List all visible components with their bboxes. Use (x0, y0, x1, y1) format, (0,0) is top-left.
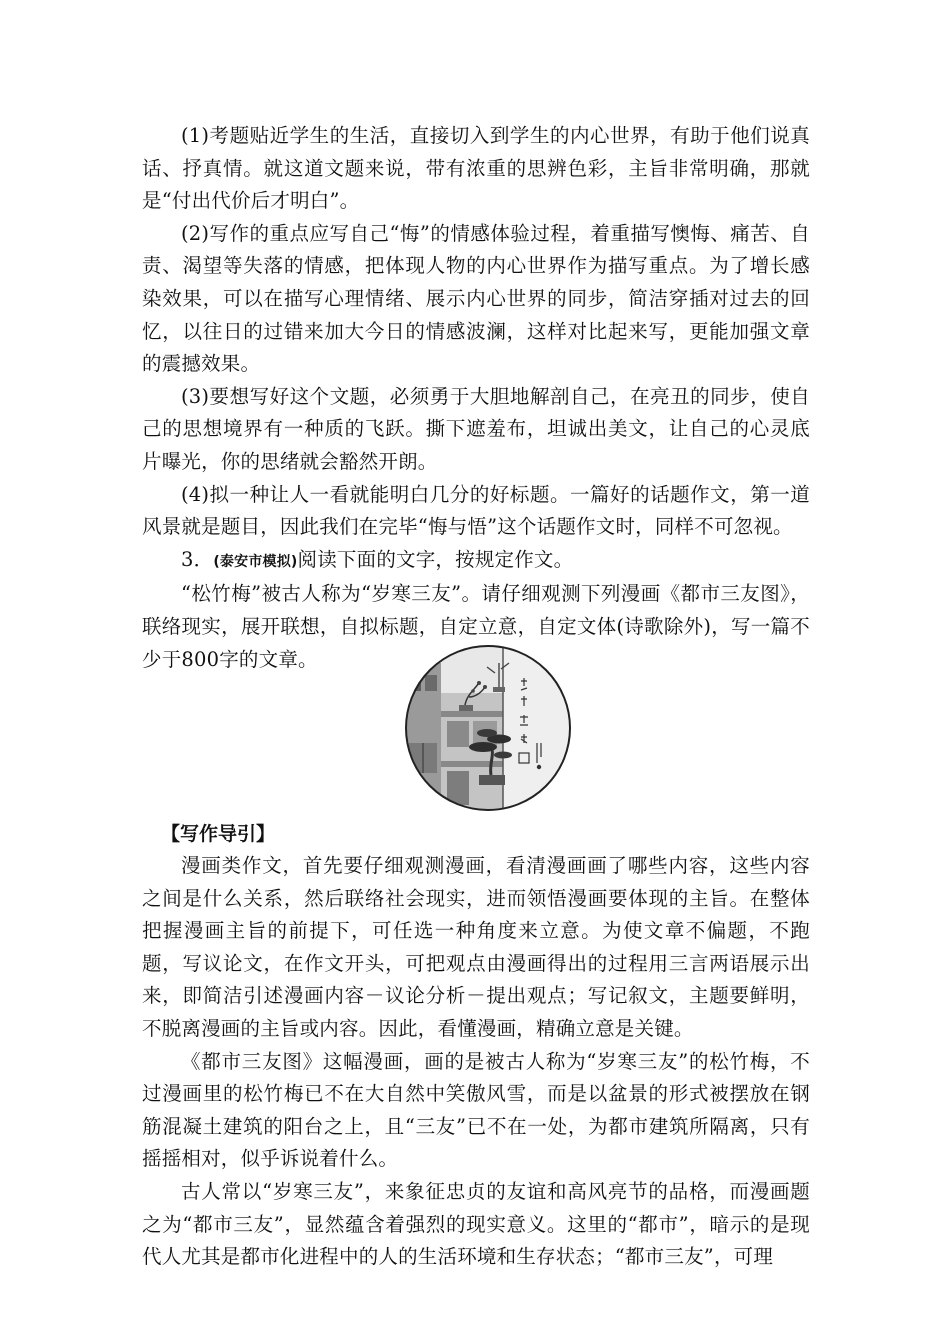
guide-paragraph-2: 《都市三友图》这幅漫画，画的是被古人称为“岁寒三友”的松竹梅，不过漫画里的松竹梅已不在大自然中笑傲风雪，而是以盆景的形式被摆放在钢筋混凝土建筑的阳台之上，且“三友”已不在一处，为都市建筑所隔离，只有摇摇相对，似乎诉说着什么。 (142, 1049, 810, 1171)
analysis-paragraph-3: (3)要想写好这个文题，必须勇于大胆地解剖自己，在亮丑的同步，使自己的思想境界有一种质的飞跃。撕下遮羞布，坦诚出美文，让自己的心灵底片曝光，你的思绪就会豁然开朗。 (142, 384, 810, 473)
question-source-close: ) (290, 553, 298, 570)
guide-paragraph-1: 漫画类作文，首先要仔细观测漫画，看清漫画画了哪些内容，这些内容之间是什么关系，然后联络社会现实，进而领悟漫画要体现的主旨。在整体把握漫画主旨的前提下，可任选一种角度来立意。为使文章不偏题，不跑题，写议论文，在作文开头，可把观点由漫画得出的过程用三言两语展示出来，即简洁引述漫画内容－议论分析－提出观点；写记叙文，主题要鲜明，不脱离漫画的主旨或内容。因此，看懂漫画，精确立意是关键。 (142, 854, 810, 1040)
analysis-section (142, 120, 810, 676)
analysis-paragraph-1: (1)考题贴近学生的生活，直接切入到学生的内心世界，有助于他们说真话、抒真情。就这道文题来说，带有浓重的思辨色彩，主旨非常明确，那就是“付出代价后才明白”。 (142, 124, 810, 213)
writing-guide-heading: 【写作导引】 (161, 823, 276, 845)
question-source: 泰安市模拟 (219, 553, 291, 570)
guide-paragraph-3: 古人常以“岁寒三友”，来象征忠贞的友谊和高风亮节的品格，而漫画题之为“都市三友”，显然蕴含着强烈的现实意义。这里的“都市”，暗示的是现代人尤其是都市化进程中的人的生活环境和生存状态；“都市三友”，可理 (142, 1179, 810, 1269)
cartoon-illustration (403, 643, 573, 813)
writing-guide-section (142, 818, 810, 1274)
question-number: 3． (181, 547, 214, 571)
analysis-paragraph-4: (4)拟一种让人一看就能明白几分的好标题。一篇好的话题作文，第一道风景就是题目，因此我们在完毕“悔与悟”这个话题作文时，同样不可忽视。 (142, 482, 810, 539)
analysis-paragraph-2: (2)写作的重点应写自己“悔”的情感体验过程，着重描写懊悔、痛苦、自责、渴望等失落的情感，把体现人物的内心世界作为描写重点。为了增长感染效果，可以在描写心理情绪、展示内心世界的同步，简洁穿插对过去的回忆，以往日的过错来加大今日的情感波澜，这样对比起来写，更能加强文章的震撼效果。 (142, 221, 810, 376)
question-prompt: “松竹梅”被古人称为“岁寒三友”。请仔细观测下列漫画《都市三友图》，联络现实，展开联想，自拟标题，自定立意，自定文体(诗歌除外)，写一篇不少于800字的文章。 (142, 582, 810, 671)
question-header (142, 544, 810, 579)
question-instruction: 阅读下面的文字，按规定作文。 (297, 547, 574, 571)
question-source-open: ( (213, 553, 220, 570)
